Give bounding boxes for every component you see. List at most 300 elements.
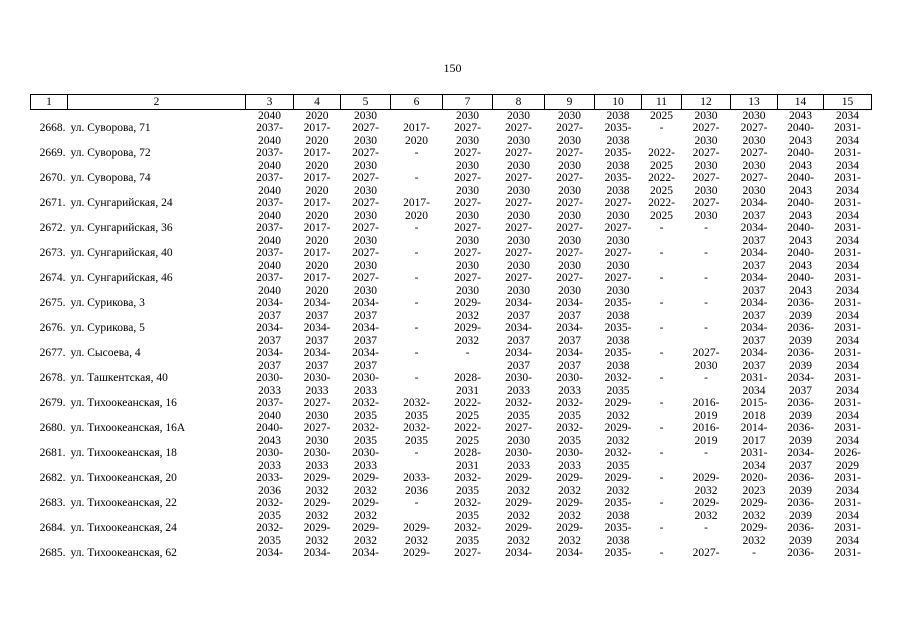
table-cell: 2034- 2037 (505, 322, 532, 347)
table-cell: 2029- 2032 (505, 522, 532, 547)
table-cell: 2016- 2019 (692, 422, 720, 447)
column-header-2: 2 (68, 95, 246, 110)
column-header-3: 3 (246, 95, 294, 110)
table-row (31, 522, 872, 547)
table-cell: 2029- 2032 (303, 497, 331, 522)
address-cell: ул. Сурикова, 5 (70, 322, 145, 335)
table-cell: 2036- 2039 (787, 397, 814, 422)
column-header-1: 1 (31, 95, 68, 110)
table-cell: 2035- 2038 (604, 297, 632, 322)
table-cell: 2032- 2035 (454, 472, 481, 497)
table-cell: 2030 (742, 110, 766, 122)
table-cell: 2035- 2038 (604, 147, 632, 172)
row-number: 2677. (39, 347, 66, 360)
table-cell: 2032- 2035 (556, 422, 583, 447)
table-cell: 2020 (305, 110, 329, 122)
table-cell: 2027- 2030 (352, 122, 379, 147)
table-cell: 2032- 2035 (604, 372, 632, 397)
table-cell: 2034- 2037 (740, 222, 768, 247)
table-cell: 2027- 2030 (556, 272, 583, 297)
table-cell: 2031- 2034 (834, 297, 861, 322)
table-cell: - (414, 347, 419, 360)
table-cell: 2027- 2030 (604, 247, 632, 272)
table-cell: 2030 (694, 110, 718, 122)
table-cell: 2034- 2037 (303, 322, 331, 347)
row-number: 2684. (39, 522, 66, 535)
table-cell: 2030- 2033 (256, 372, 283, 397)
table-cell: 2034- 2037 (256, 347, 283, 372)
table-cell: 2029- 2032 (692, 472, 720, 497)
column-header-13: 13 (731, 95, 778, 110)
table-cell: 2031- 2034 (834, 472, 861, 497)
row-number: 2683. (39, 497, 66, 510)
table-body (31, 110, 872, 573)
table-cell: 2036- 2039 (787, 472, 814, 497)
table-cell: 2036- 2039 (787, 522, 814, 547)
table-cell: 2017- 2020 (303, 247, 331, 272)
table-cell: 2029- 2032 (556, 497, 583, 522)
table-cell: 2029- 2032 (604, 422, 632, 447)
table-cell: - (659, 447, 664, 460)
table-cell: - (414, 322, 419, 335)
address-cell: ул. Сунгарийская, 24 (70, 197, 173, 210)
row-number: 2669. (39, 147, 66, 160)
table-cell: 2027- 2030 (505, 147, 532, 172)
row-number: 2671. (39, 197, 66, 210)
table-cell: 2038 (606, 110, 630, 122)
column-header-10: 10 (595, 95, 642, 110)
table-cell: 2027- 2030 (556, 222, 583, 247)
table-cell: 2029- 2032 (556, 522, 583, 547)
table-cell: 2017- 2020 (303, 122, 331, 147)
table-row (31, 397, 872, 422)
table-cell: - (659, 247, 664, 260)
table-cell: 2034- 2037 (256, 297, 283, 322)
table-cell: 2027- 2030 (556, 122, 583, 147)
schedule-table (30, 94, 872, 572)
table-cell: - (659, 372, 664, 385)
address-cell: ул. Тихоокеанская, 62 (70, 547, 177, 560)
table-cell: - (659, 347, 664, 360)
table-cell: 2017- 2020 (303, 272, 331, 297)
table-cell: 2027- 2030 (740, 172, 768, 197)
table-cell: - (704, 297, 708, 310)
table-cell: 2027- 2030 (505, 172, 532, 197)
table-row (31, 247, 872, 272)
table-cell: 2040- 2043 (787, 247, 814, 272)
table-cell: - (704, 222, 708, 235)
column-header-5: 5 (341, 95, 391, 110)
table-cell: - (414, 247, 419, 260)
table-cell: 2034- 2037 (556, 347, 583, 372)
address-cell: ул. Тихоокеанская, 18 (70, 447, 177, 460)
table-cell: 2016- 2019 (692, 397, 720, 422)
table-cell: 2032- 2035 (403, 422, 430, 447)
table-cell: 2026- 2029 (834, 447, 861, 472)
table-cell: 2020- 2023 (740, 472, 768, 497)
row-number: 2685. (39, 547, 66, 560)
table-cell: - (414, 147, 419, 160)
row-number: 2670. (39, 172, 66, 185)
table-cell: 2032- 2035 (256, 497, 283, 522)
table-cell: 2028- 2031 (454, 447, 481, 472)
table-cell: 2029- 2032 (403, 522, 430, 547)
table-cell: 2027- 2030 (352, 272, 379, 297)
table-cell: 2022- 2025 (454, 422, 481, 447)
table-cell: 2027- 2030 (454, 222, 481, 247)
table-row (31, 497, 872, 522)
table-cell: 2029- 2032 (505, 497, 532, 522)
table-cell: 2027- 2030 (352, 222, 379, 247)
table-cell: 2034- 2037 (787, 447, 814, 472)
table-cell: 2031- 2034 (834, 272, 861, 297)
table-cell: 2029- 2032 (352, 497, 379, 522)
table-cell: 2040- 2043 (787, 197, 814, 222)
table-cell: 2031- 2034 (834, 222, 861, 247)
table-row (31, 172, 872, 197)
table-row (31, 297, 872, 322)
table-cell: 2017- 2020 (403, 197, 430, 222)
table-cell: 2027- 2030 (454, 172, 481, 197)
table-cell: 2031- 2034 (834, 422, 861, 447)
page-number: 150 (443, 61, 462, 75)
table-cell: 2034- (256, 547, 283, 560)
table-cell: 2040 (258, 110, 281, 122)
header-row (31, 95, 872, 110)
table-cell: 2032- 2035 (352, 397, 379, 422)
table-cell: 2014- 2017 (740, 422, 768, 447)
table-row (31, 347, 872, 372)
table-cell: 2043 (789, 110, 812, 122)
table-header (31, 95, 872, 110)
table-cell: - (659, 297, 664, 310)
address-cell: ул. Тихоокеанская, 22 (70, 497, 177, 510)
address-cell: ул. Тихоокеанская, 16 (70, 397, 177, 410)
table-cell: 2031- 2034 (834, 522, 861, 547)
table-cell: 2034- 2037 (352, 322, 379, 347)
address-cell: ул. Сунгарийская, 46 (70, 272, 173, 285)
table-cell: 2034- 2037 (740, 247, 768, 272)
table-cell: - (659, 322, 664, 335)
table-cell: 2040- 2043 (787, 122, 814, 147)
table-cell: 2028- 2031 (454, 372, 481, 397)
table-cell: 2034- 2037 (303, 297, 331, 322)
table-cell: 2030- 2033 (303, 447, 331, 472)
table-cell: 2027- 2030 (692, 197, 720, 222)
table-cell: - (414, 172, 419, 185)
table-cell: 2022- 2025 (648, 197, 675, 222)
table-cell: 2027- 2030 (556, 247, 583, 272)
table-cell: 2027- 2030 (692, 122, 720, 147)
table-cell: 2027- 2030 (505, 122, 532, 147)
table-cell: 2034- 2037 (505, 347, 532, 372)
table-cell (391, 110, 443, 123)
address-cell: ул. Ташкентская, 40 (70, 372, 168, 385)
table-cell: - (659, 122, 664, 135)
table-cell: 2035- 2038 (604, 172, 632, 197)
table-cell: 2034- 2037 (352, 347, 379, 372)
table-cell: 2032- 2035 (505, 397, 532, 422)
table-cell: 2040- 2043 (787, 147, 814, 172)
table-cell: 2032- 2035 (604, 447, 632, 472)
table-cell: - (414, 497, 419, 510)
address-cell: ул. Суворова, 72 (70, 147, 151, 160)
table-cell: - (704, 372, 708, 385)
table-cell: 2034- 2037 (303, 347, 331, 372)
table-row (31, 322, 872, 347)
table-cell: 2031- 2034 (834, 347, 861, 372)
table-cell: 2027- 2030 (692, 172, 720, 197)
table-cell: 2030 (354, 110, 377, 122)
table-row (31, 122, 872, 147)
table-cell: 2029- 2032 (352, 472, 379, 497)
table-cell: 2017- 2020 (303, 222, 331, 247)
table-cell: 2040- 2043 (256, 422, 283, 447)
table-cell: 2036- 2039 (787, 297, 814, 322)
table-cell: - (659, 272, 664, 285)
table-cell: 2037- 2040 (256, 397, 283, 422)
address-cell: ул. Тихоокеанская, 24 (70, 522, 177, 535)
column-header-7: 7 (443, 95, 493, 110)
table-cell: 2030 (558, 110, 581, 122)
table-cell: 2027- 2030 (505, 222, 532, 247)
table-cell: 2031- 2034 (834, 122, 861, 147)
column-header-14: 14 (778, 95, 824, 110)
table-cell: 2032- 2035 (454, 497, 481, 522)
row-number: 2682. (39, 472, 66, 485)
table-cell: 2034- (303, 547, 331, 560)
row-number: 2678. (39, 372, 66, 385)
table-cell: 2022- 2025 (454, 397, 481, 422)
row-number: 2674. (39, 272, 66, 285)
table-cell: 2034- 2037 (556, 297, 583, 322)
table-cell: 2029- 2032 (454, 297, 481, 322)
table-cell: 2029- 2032 (303, 522, 331, 547)
address-cell: ул. Сунгарийская, 40 (70, 247, 173, 260)
table-cell: 2017- 2020 (303, 197, 331, 222)
table-cell: 2027- 2030 (505, 272, 532, 297)
table-cell: 2029- 2032 (740, 522, 768, 547)
table-cell: 2029- 2032 (303, 472, 331, 497)
table-cell: 2027- 2030 (556, 147, 583, 172)
table-cell: 2035- 2038 (604, 122, 632, 147)
address-cell: ул. Тихоокеанская, 16А (70, 422, 186, 435)
table-cell: 2036- 2039 (787, 347, 814, 372)
table-cell: 2031- 2034 (834, 247, 861, 272)
table-cell: 2037- 2040 (256, 122, 283, 147)
table-cell: 2029- 2032 (556, 472, 583, 497)
table-cell: 2036- 2039 (787, 322, 814, 347)
table-cell: 2034- 2037 (556, 322, 583, 347)
table-cell: 2027- 2030 (556, 172, 583, 197)
table-cell: 2022- 2025 (648, 172, 675, 197)
table-cell: 2035- (604, 547, 632, 560)
table-cell: 2017- 2020 (403, 122, 430, 147)
table-cell (68, 110, 246, 123)
column-header-8: 8 (493, 95, 545, 110)
table-cell: 2027- 2030 (352, 247, 379, 272)
continuation-row (31, 110, 872, 123)
table-cell: 2027- 2030 (692, 147, 720, 172)
table-cell: 2030- 2033 (505, 372, 532, 397)
table-cell: 2027- (454, 547, 481, 560)
table-cell: 2034- 2037 (505, 297, 532, 322)
address-cell: ул. Сысоева, 4 (70, 347, 141, 360)
column-header-9: 9 (545, 95, 595, 110)
table-cell: 2030- 2033 (256, 447, 283, 472)
table-cell: 2029- 2032 (692, 497, 720, 522)
table-cell: 2033- 2036 (256, 472, 283, 497)
table-cell: - (659, 497, 664, 510)
table-cell: 2029- 2032 (740, 497, 768, 522)
table-row (31, 272, 872, 297)
row-number: 2680. (39, 422, 66, 435)
table-cell: 2031- 2034 (740, 372, 768, 397)
table-cell: 2029- 2032 (604, 472, 632, 497)
table-cell: 2033- 2036 (403, 472, 430, 497)
column-header-15: 15 (824, 95, 872, 110)
table-cell: 2037- 2040 (256, 222, 283, 247)
table-cell: - (704, 247, 708, 260)
table-cell: 2027- 2030 (505, 247, 532, 272)
table-cell: 2037- 2040 (256, 247, 283, 272)
table-cell: 2030- 2033 (352, 372, 379, 397)
table-cell: 2027- 2030 (303, 422, 331, 447)
table-cell: 2027- 2030 (454, 147, 481, 172)
table-cell: 2040- 2043 (787, 222, 814, 247)
table-cell: 2034- (505, 547, 532, 560)
table-cell: 2015- 2018 (740, 397, 768, 422)
table-row (31, 447, 872, 472)
table-cell: - (414, 222, 419, 235)
table-cell: 2031- 2034 (834, 372, 861, 397)
table-cell: 2034 (836, 110, 859, 122)
table-cell: 2032- 2035 (256, 522, 283, 547)
table-cell: 2031- 2034 (834, 197, 861, 222)
row-number: 2668. (39, 122, 66, 135)
table-cell: 2035- 2038 (604, 322, 632, 347)
table-cell: 2037- 2040 (256, 272, 283, 297)
table-cell: 2027- 2030 (505, 197, 532, 222)
table-cell: 2031- 2034 (834, 172, 861, 197)
table-cell: - (704, 447, 708, 460)
table-cell: - (659, 222, 664, 235)
table-cell: 2027- 2030 (505, 422, 532, 447)
table-cell: 2027- 2030 (454, 247, 481, 272)
table-cell: 2034- 2037 (787, 372, 814, 397)
table-cell: 2032- 2035 (403, 397, 430, 422)
address-cell: ул. Суворова, 71 (70, 122, 151, 135)
table-cell: 2031- 2034 (834, 322, 861, 347)
table-row (31, 422, 872, 447)
table-cell: 2032- 2035 (352, 422, 379, 447)
table-cell: 2027- 2030 (454, 122, 481, 147)
column-header-12: 12 (682, 95, 731, 110)
table-cell: 2036- 2039 (787, 497, 814, 522)
table-cell: - (414, 272, 419, 285)
table-cell: 2017- 2020 (303, 147, 331, 172)
table-cell: - (659, 472, 664, 485)
table-row (31, 472, 872, 497)
table-cell: 2027- 2030 (303, 397, 331, 422)
address-cell: ул. Сунгарийская, 36 (70, 222, 173, 235)
table-cell: 2034- 2037 (740, 197, 768, 222)
table-cell: 2031- 2034 (834, 497, 861, 522)
table-cell: 2027- 2030 (454, 197, 481, 222)
table-cell: - (465, 347, 470, 360)
table-cell: - (659, 397, 664, 410)
table-cell: 2025 (650, 110, 673, 122)
table-cell: 2031- (834, 547, 861, 560)
table-cell: 2030 (507, 110, 530, 122)
table-cell: 2034- 2037 (740, 347, 768, 372)
table-cell: 2034- 2037 (740, 322, 768, 347)
column-header-6: 6 (391, 95, 443, 110)
row-number: 2673. (39, 247, 66, 260)
table-cell: 2035- 2038 (604, 522, 632, 547)
table-cell: 2031- 2034 (740, 447, 768, 472)
table-cell: 2034- 2037 (352, 297, 379, 322)
table-cell: 2035- 2038 (604, 347, 632, 372)
table-cell: 2027- 2030 (740, 147, 768, 172)
table-cell: 2027- 2030 (604, 222, 632, 247)
table-cell: 2034- (352, 547, 379, 560)
table-cell: 2027- 2030 (604, 197, 632, 222)
table-cell: 2032- 2035 (556, 397, 583, 422)
table-cell: 2034- 2037 (256, 322, 283, 347)
table-row (31, 197, 872, 222)
table-cell: 2034- 2037 (740, 272, 768, 297)
table-cell: 2030- 2033 (303, 372, 331, 397)
table-cell: 2037- 2040 (256, 172, 283, 197)
table-cell: - (414, 297, 419, 310)
table-cell: - (659, 422, 664, 435)
table-cell: 2027- (692, 547, 720, 560)
address-cell: ул. Тихоокеанская, 20 (70, 472, 177, 485)
table-cell: 2027- 2030 (740, 122, 768, 147)
table-cell: 2027- 2030 (352, 147, 379, 172)
table-cell: 2034- (556, 547, 583, 560)
table-cell: 2017- 2020 (303, 172, 331, 197)
table-cell: 2035- 2038 (604, 497, 632, 522)
table-cell: 2036- 2039 (787, 422, 814, 447)
column-header-11: 11 (642, 95, 682, 110)
table-cell: 2027- 2030 (692, 347, 720, 372)
table-row (31, 547, 872, 572)
column-header-4: 4 (294, 95, 341, 110)
table-cell: - (704, 522, 708, 535)
table-cell: 2029- (403, 547, 430, 560)
row-number: 2676. (39, 322, 66, 335)
table-cell: 2030 (456, 110, 479, 122)
table-cell: - (414, 372, 419, 385)
table-cell: 2040- 2043 (787, 272, 814, 297)
table-cell: 2022- 2025 (648, 147, 675, 172)
row-number: 2672. (39, 222, 66, 235)
table-cell: 2030- 2033 (556, 447, 583, 472)
table-cell: - (752, 547, 756, 560)
row-number: 2681. (39, 447, 66, 460)
table-row (31, 372, 872, 397)
table-row (31, 147, 872, 172)
table-cell: 2029- 2032 (352, 522, 379, 547)
table-cell: 2036- (787, 547, 814, 560)
table-cell: 2037- 2040 (256, 197, 283, 222)
address-cell: ул. Сурикова, 3 (70, 297, 145, 310)
table-cell: 2029- 2032 (505, 472, 532, 497)
table-cell: 2040- 2043 (787, 172, 814, 197)
table-cell: 2030- 2033 (352, 447, 379, 472)
